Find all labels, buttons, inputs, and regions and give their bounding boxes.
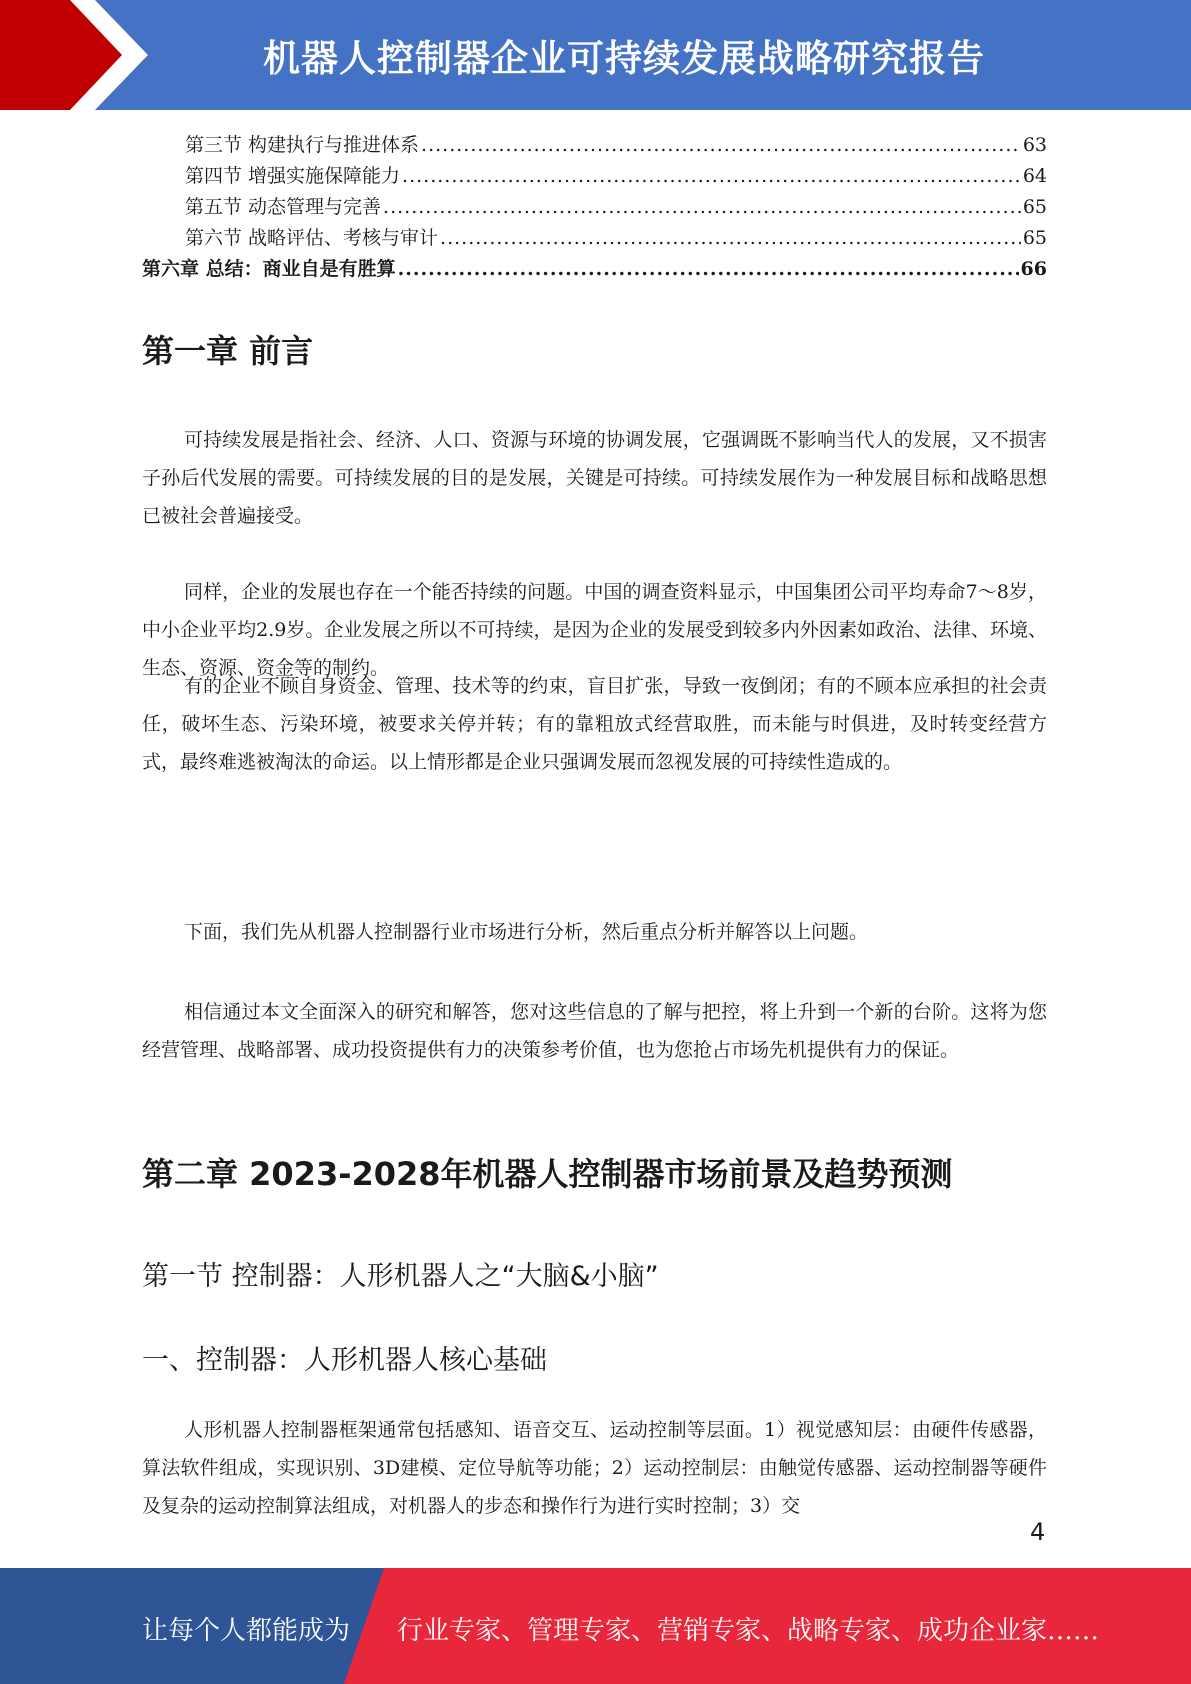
body-paragraph: 可持续发展是指社会、经济、人口、资源与环境的协调发展，它强调既不影响当代人的发展，又不损害子孙后代发展的需要。可持续发展的目的是发展，关键是可持续。可持续发展作为一种发展目标和战略思想已被社会普遍接受。 [142,429,1047,527]
toc-entry-label: 第四节 增强实施保障能力 [185,165,401,187]
chapter-heading: 第一章 前言 [142,332,314,370]
toc-entry-page: 63 [1022,134,1047,156]
subsection-heading: 一、控制器：人形机器人核心基础 [142,1345,547,1376]
toc-chapter-entry[interactable] [142,254,1047,284]
toc-entry-page: 65 [1022,196,1047,218]
footer-slogan-right: 行业专家、管理专家、营销专家、战略专家、成功企业家…… [397,1616,1100,1646]
toc-entry-page: 66 [1020,258,1047,280]
toc-entry-page: 65 [1022,227,1047,249]
toc-leader-dots [440,227,1021,249]
body-paragraph: 同样，企业的发展也存在一个能否持续的问题。中国的调查资料显示，中国集团公司平均寿命7～8岁，中小企业平均2.9岁。企业发展之所以不可持续，是因为企业的发展受到较多内外因素如政治、法律、环境、生态、资源、资金等的制约。 [142,581,1047,679]
header-banner [0,0,1191,110]
toc-entry[interactable] [185,161,1047,191]
toc-entry-label: 第三节 构建执行与推进体系 [185,134,420,156]
toc-leader-dots [421,134,1021,156]
toc-leader-dots [383,196,1021,218]
chapter-heading: 第二章 2023-2028年机器人控制器市场前景及趋势预测 [142,1155,953,1193]
body-paragraph: 相信通过本文全面深入的研究和解答，您对这些信息的了解与把控，将上升到一个新的台阶。这将为您经营管理、战略部署、成功投资提供有力的决策参考价值，也为您抢占市场先机提供有力的保证。 [142,1001,1047,1061]
report-title: 机器人控制器企业可持续发展战略研究报告 [263,37,985,80]
toc-entry-label: 第六章 总结：商业自是有胜算 [142,258,396,280]
body-paragraph: 人形机器人控制器框架通常包括感知、语音交互、运动控制等层面。1）视觉感知层：由硬件传感器，算法软件组成，实现识别、3D建模、定位导航等功能；2）运动控制层：由触觉传感器、运动控制器等硬件及复杂的运动控制算法组成，对机器人的步态和操作行为进行实时控制；3）交 [142,1419,1047,1517]
toc-entry[interactable] [185,130,1047,160]
footer-banner [0,1568,1191,1684]
toc-entry-label: 第六节 战略评估、考核与审计 [185,227,439,249]
body-paragraph: 下面，我们先从机器人控制器行业市场进行分析，然后重点分析并解答以上问题。 [184,921,869,943]
toc-entry-page: 64 [1022,165,1047,187]
toc-entry[interactable] [185,223,1047,253]
toc-leader-dots [398,258,1019,280]
toc-leader-dots [402,165,1021,187]
footer-slogan-left: 让每个人都能成为 [142,1616,351,1646]
toc-entry[interactable] [185,192,1047,222]
toc-entry-label: 第五节 动态管理与完善 [185,196,382,218]
page-number: 4 [1030,1518,1046,1546]
body-paragraph: 有的企业不顾自身资金、管理、技术等的约束，盲目扩张，导致一夜倒闭；有的不顾本应承担的社会责任，破坏生态、污染环境，被要求关停并转；有的靠粗放式经营取胜，而未能与时俱进，及时转变经营方式，最终难逃被淘汰的命运。以上情形都是企业只强调发展而忽视发展的可持续性造成的。 [142,675,1047,773]
section-heading: 第一节 控制器：人形机器人之“大脑&小脑” [142,1261,659,1292]
